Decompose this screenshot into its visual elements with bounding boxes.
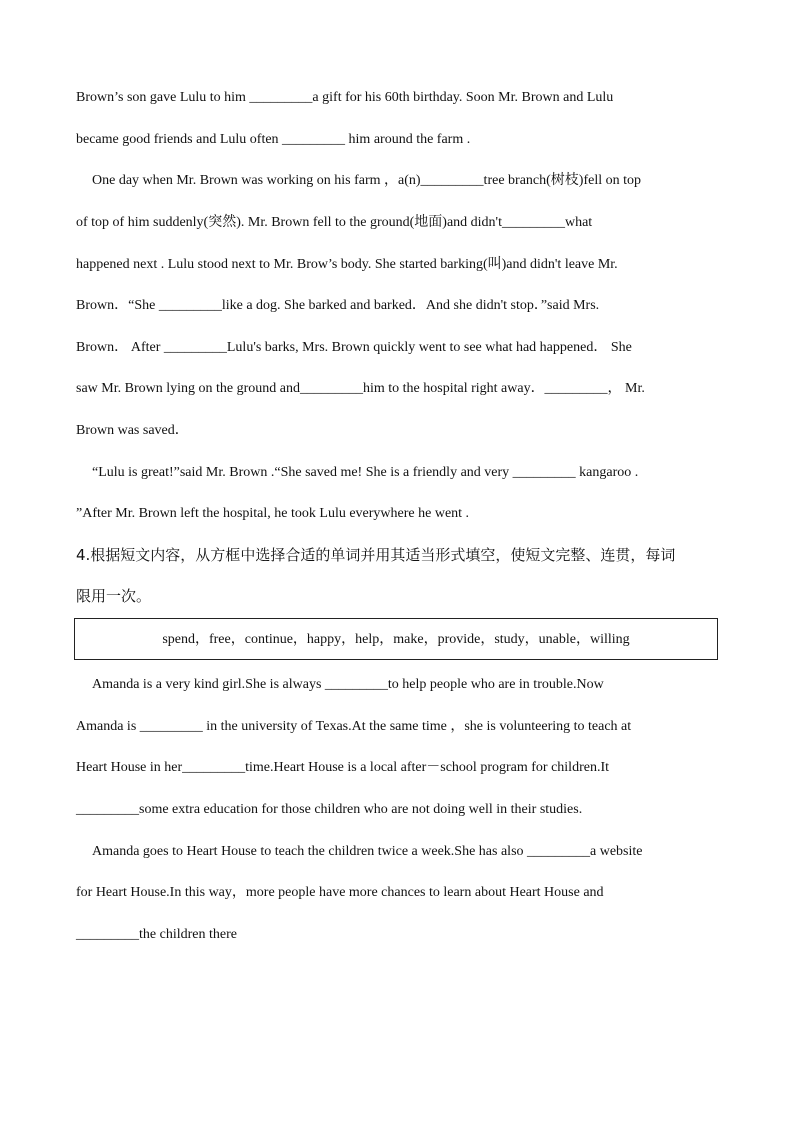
passage3-line-10: “Lulu is great!”said Mr. Brown .“She saved me! She is a friendly and very _________ kangaroo . bbox=[92, 465, 639, 480]
passage3-line-6: Brown．“She _________like a dog. She barked and barked．And she didn't stop．”said Mrs. bbox=[76, 298, 600, 313]
question4-line-7: _________the children there bbox=[76, 927, 237, 942]
passage3-line-7: Brown． After _________Lulu's barks, Mrs. Brown quickly went to see what had happened． She bbox=[76, 340, 632, 355]
question4-line-3: Heart House in her_________time.Heart House is a local after－school program for children.It bbox=[76, 760, 609, 775]
question4-instruction-cont: 限用一次。 bbox=[76, 587, 152, 605]
question4-line-5: Amanda goes to Heart House to teach the children twice a week.She has also _________a website bbox=[92, 844, 643, 859]
passage3-line-3: One day when Mr. Brown was working on his farm ，a(n)_________tree branch(树枝)fell on top bbox=[92, 173, 641, 188]
passage3-line-1: Brown’s son gave Lulu to him _________a gift for his 60th birthday. Soon Mr. Brown and Lulu bbox=[76, 90, 614, 105]
question4-line-6: for Heart House.In this way，more people have more chances to learn about Heart House and bbox=[76, 885, 604, 900]
passage3-line-2: became good friends and Lulu often _________ him around the farm . bbox=[76, 132, 471, 147]
word-box-options: spend，free，continue，happy，help，make，provide，study，unable，willing bbox=[162, 632, 630, 647]
question4-line-1: Amanda is a very kind girl.She is always _________to help people who are in trouble.Now bbox=[92, 677, 604, 692]
passage3-line-9: Brown was saved． bbox=[76, 423, 189, 438]
passage3-line-8: saw Mr. Brown lying on the ground and_________him to the hospital right away．_________， Mr. bbox=[76, 381, 645, 396]
passage3-line-5: happened next . Lulu stood next to Mr. Brow’s body. She started barking(叫)and didn't leave Mr. bbox=[76, 257, 618, 272]
passage3-line-11: ”After Mr. Brown left the hospital, he took Lulu everywhere he went . bbox=[76, 506, 470, 521]
word-box bbox=[74, 618, 718, 660]
question4-line-2: Amanda is _________ in the university of Texas.At the same time ，she is volunteering to teach at bbox=[76, 719, 632, 734]
question4-instruction: 4.根据短文内容，从方框中选择合适的单词并用其适当形式填空，使短文完整、连贯，每词 bbox=[76, 546, 676, 564]
question4-line-4: _________some extra education for those children who are not doing well in their studies. bbox=[76, 802, 583, 817]
passage3-line-4: of top of him suddenly(突然). Mr. Brown fell to the ground(地面)and didn't_________what bbox=[76, 215, 593, 230]
